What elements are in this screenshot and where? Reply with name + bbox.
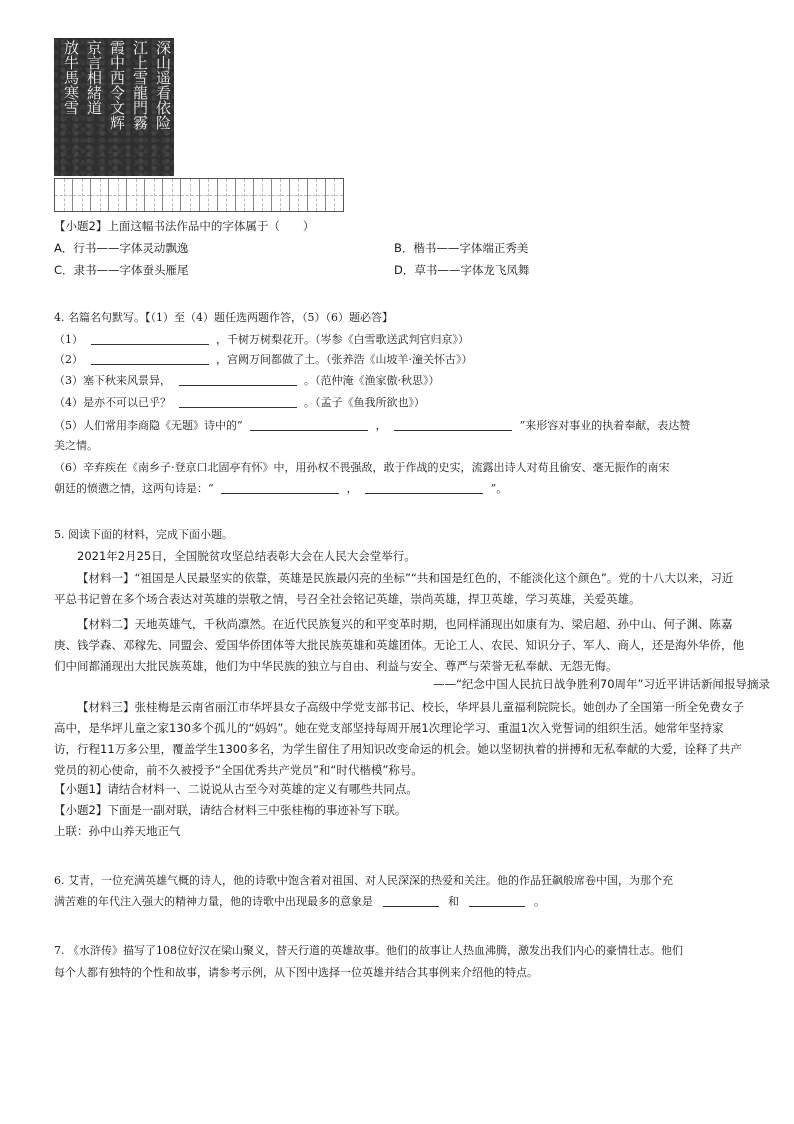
calligraphy-column: 霞中西令文辉 <box>108 40 126 130</box>
grid-cell[interactable] <box>254 179 272 211</box>
q6-l2-post: 。 <box>534 895 545 908</box>
calligraphy-image <box>54 38 174 176</box>
q4-line-6-cont <box>54 481 507 496</box>
q2-option-a[interactable]: A．行书——字体灵动飘逸 <box>54 241 189 255</box>
writing-grid[interactable] <box>54 178 344 212</box>
q2-option-d[interactable]: D．草书——字体龙飞凤舞 <box>394 263 530 277</box>
q5-material-3: 【材料三】张桂梅是云南省丽江市华坪县女子高级中学党支部书记、校长，华坪县儿童福利院院长。她创办了全国第一所全免费女子高中，是华坪儿童之家130多个孤儿的“妈妈”。她在党支部坚持每周开展1次理论学习、重温1次入党誓词的组织生活。她常年坚持家访，行程11万多公里，覆盖学生1300多名，为学生留住了用知识改变命运的机会。她以坚韧执着的拼搏和无私奉献的大爱，诠释了共产党员的初心使命，前不久被授予“全国优秀共产党员”和“时代楷模”称号。 <box>54 700 744 777</box>
q4-l1-pre: （1） <box>54 333 83 346</box>
q4-l2-pre: （2） <box>54 353 83 366</box>
grid-cell[interactable] <box>127 179 145 211</box>
q4-l5-pre: （5）人们常用李商隐《无题》诗中的“ <box>54 419 243 432</box>
answer-blank[interactable] <box>221 481 339 494</box>
grid-cell[interactable] <box>218 179 236 211</box>
q4-title: 4. 名篇名句默写。【（1）至（4）题任选两题作答，（5）（6）题必答】 <box>54 311 393 324</box>
calligraphy-column: 江上雪龍門霧 <box>131 40 149 130</box>
calligraphy-column: 深山遥看依险 <box>154 40 172 130</box>
q4-line-3 <box>54 373 440 388</box>
q2-option-c[interactable]: C．隶书——字体蚕头雁尾 <box>54 263 189 277</box>
grid-cell[interactable] <box>55 179 73 211</box>
answer-blank[interactable] <box>469 894 525 907</box>
calligraphy-column: 放牛馬寒雪 <box>62 40 80 115</box>
grid-cell[interactable] <box>181 179 199 211</box>
q4-line-1 <box>54 332 469 347</box>
answer-blank[interactable] <box>394 418 512 431</box>
q4-l5-mid: ， <box>375 419 387 432</box>
q6-l2-mid: 和 <box>448 895 459 908</box>
q5-material-1: 【材料一】“祖国是人民最坚实的依靠，英雄是民族最闪亮的坐标”“共和国是红色的，不能淡化这个颜色”。党的十八大以来，习近平总书记曾在多个场合表达对英雄的崇敬之情，号召全社会铭记英雄，崇尚英雄，捍卫英雄，学习英雄，关爱英雄。 <box>54 571 734 606</box>
q4-l4-pre: （4）是亦不可以已乎？ <box>54 396 171 409</box>
answer-blank[interactable] <box>91 352 209 365</box>
grid-cell[interactable] <box>326 179 343 211</box>
q4-line-5-cont: 美之情。 <box>54 439 98 452</box>
q5-couplet: 上联：孙中山养天地正气 <box>54 824 181 838</box>
grid-cell[interactable] <box>200 179 218 211</box>
grid-cell[interactable] <box>109 179 127 211</box>
grid-cell[interactable] <box>272 179 290 211</box>
q5-material-2: 【材料二】天地英雄气，千秋尚凛然。在近代民族复兴的和平变革时期，也同样涌现出如康有为、梁启超、孙中山、何子渊、陈嘉庚、钱学森、邓稼先、同盟会、爱国华侨团体等大批民族英雄和英雄团体。无论工人、农民、知识分子、军人、商人，还是海外华侨，他们中间都涌现出大批民族英雄，他们为中华民族的独立与自由、利益与安全、尊严与荣誉无私奉献、无怨无悔。 <box>54 617 744 673</box>
q7-line-2: 每个人都有独特的个性和故事，请参考示例，从下图中选择一位英雄并结合其事例来介绍他的特点。 <box>54 966 538 979</box>
calligraphy-column: 京言相緒道 <box>85 40 103 115</box>
grid-cell[interactable] <box>163 179 181 211</box>
q4-l2-post: ，宫阙万间都做了土。（张养浩《山坡羊·潼关怀古》） <box>216 353 473 366</box>
q6-line-2 <box>54 894 545 909</box>
answer-blank[interactable] <box>91 332 209 345</box>
q5-subquestion-1: 【小题1】请结合材料一、二说说从古至今对英雄的定义有哪些共同点。 <box>54 782 418 796</box>
grid-cell[interactable] <box>145 179 163 211</box>
q4-line-5 <box>54 418 690 433</box>
grid-cell[interactable] <box>73 179 91 211</box>
q4-line-6: （6）辛弃疾在《南乡子·登京口北固亭有怀》中，用孙权不畏强敌，敢于作战的史实，流露出诗人对苟且偷安、毫无振作的南宋 <box>54 461 670 474</box>
q4-l6-post: ”。 <box>490 482 508 495</box>
grid-cell[interactable] <box>290 179 308 211</box>
q4-l3-pre: （3）塞下秋来风景异， <box>54 374 171 387</box>
answer-blank[interactable] <box>383 894 439 907</box>
q5-title: 5. 阅读下面的材料，完成下面小题。 <box>54 528 233 541</box>
q7-line-1: 7. 《水浒传》描写了108位好汉在梁山聚义，替天行道的英雄故事。他们的故事让人热血沸腾，激发出我们内心的豪情壮志。他们 <box>54 944 683 957</box>
q4-l1-post: ，千树万树梨花开。（岑参《白雪歌送武判官归京》） <box>216 333 469 346</box>
q5-intro: 2021年2月25日，全国脱贫攻坚总结表彰大会在人民大会堂举行。 <box>77 549 416 563</box>
q2-stem: 【小题2】上面这幅书法作品中的字体属于（ ） <box>54 219 315 233</box>
q4-l4-post: 。（孟子《鱼我所欲也》） <box>304 396 425 409</box>
q2-option-b[interactable]: B．楷书——字体端正秀美 <box>394 241 529 255</box>
q5-source: ——“纪念中国人民抗日战争胜利70周年”习近平讲话新闻报导摘录 <box>432 677 770 691</box>
q6-l2-pre: 满苦难的年代注入强大的精神力量，他的诗歌中出现最多的意象是 <box>54 895 373 908</box>
q6-line-1: 6. 艾青，一位充满英雄气概的诗人，他的诗歌中饱含着对祖国、对人民深深的热爱和关注。他的作品狂飙般席卷中国，为那个充 <box>54 874 673 887</box>
q4-l6-pre: 朝廷的愤懑之情，这两句诗是：“ <box>54 482 214 495</box>
q4-line-4 <box>54 395 425 410</box>
answer-blank[interactable] <box>365 481 483 494</box>
answer-blank[interactable] <box>250 418 368 431</box>
answer-blank[interactable] <box>179 373 297 386</box>
answer-blank[interactable] <box>179 395 297 408</box>
q4-l3-post: 。（范仲淹《渔家傲·秋思》） <box>304 374 440 387</box>
grid-cell[interactable] <box>236 179 254 211</box>
grid-cell[interactable] <box>308 179 326 211</box>
q4-line-2 <box>54 352 473 367</box>
grid-cell[interactable] <box>91 179 109 211</box>
q4-l5-post: ”来形容对事业的执着奉献，表达赞 <box>519 419 691 432</box>
q4-l6-mid: ， <box>346 482 358 495</box>
q5-subquestion-2: 【小题2】下面是一副对联，请结合材料三中张桂梅的事迹补写下联。 <box>54 803 407 817</box>
